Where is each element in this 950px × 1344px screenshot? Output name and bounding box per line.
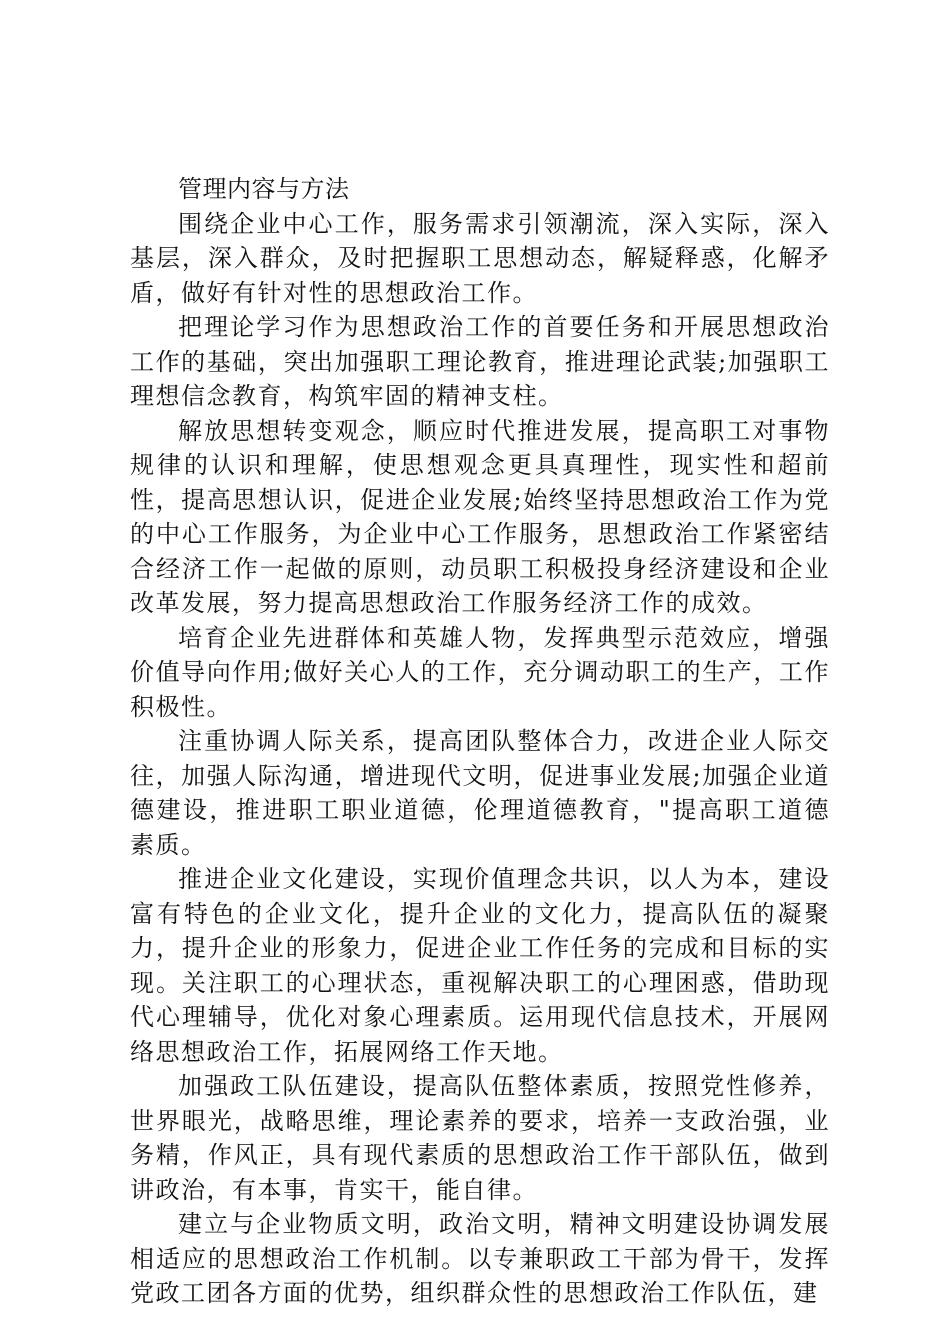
paragraph: 注重协调人际关系，提高团队整体合力，改进企业人际交往，加强人际沟通，增进现代文明，促进事业发展;加强企业道德建设，推进职工职业道德，伦理道德教育，"提高职工道德素质。 xyxy=(130,727,830,859)
paragraph: 解放思想转变观念，顺应时代推进发展，提高职工对事物规律的认识和理解，使思想观念更具真理性，现实性和超前性，提高思想认识，促进企业发展;始终坚持思想政治工作为党的中心工作服务，为企业中心工作服务，思想政治工作紧密结合经济工作一起做的原则，动员职工积极投身经济建设和企业改革发展，努力提高思想政治工作服务经济工作的成效。 xyxy=(130,416,830,617)
paragraph: 围绕企业中心工作，服务需求引领潮流，深入实际，深入基层，深入群众，及时把握职工思想动态，解疑释惑，化解矛盾，做好有针对性的思想政治工作。 xyxy=(130,209,830,307)
document-page xyxy=(130,172,830,1311)
paragraph: 建立与企业物质文明，政治文明，精神文明建设协调发展相适应的思想政治工作机制。以专兼职政工干部为骨干，发挥党政工团各方面的优势，组织群众性的思想政治工作队伍，建 xyxy=(130,1210,830,1307)
paragraph: 培育企业先进群体和英雄人物，发挥典型示范效应，增强价值导向作用;做好关心人的工作，充分调动职工的生产，工作积极性。 xyxy=(130,623,830,721)
paragraph: 把理论学习作为思想政治工作的首要任务和开展思想政治工作的基础，突出加强职工理论教育，推进理论武装;加强职工理想信念教育，构筑牢固的精神支柱。 xyxy=(130,313,830,410)
section-heading: 管理内容与方法 xyxy=(178,175,350,203)
paragraph: 推进企业文化建设，实现价值理念共识，以人为本，建设富有特色的企业文化，提升企业的文化力，提高队伍的凝聚力，提升企业的形象力，促进企业工作任务的完成和目标的实现。关注职工的心理状态，重视解决职工的心理困惑，借助现代心理辅导，优化对象心理素质。运用现代信息技术，开展网络思想政治工作，拓展网络工作天地。 xyxy=(130,865,830,1066)
paragraph: 加强政工队伍建设，提高队伍整体素质，按照党性修养，世界眼光，战略思维，理论素养的要求，培养一支政治强，业务精，作风正，具有现代素质的思想政治工作干部队伍，做到讲政治，有本事，肯实干，能自律。 xyxy=(130,1072,830,1204)
